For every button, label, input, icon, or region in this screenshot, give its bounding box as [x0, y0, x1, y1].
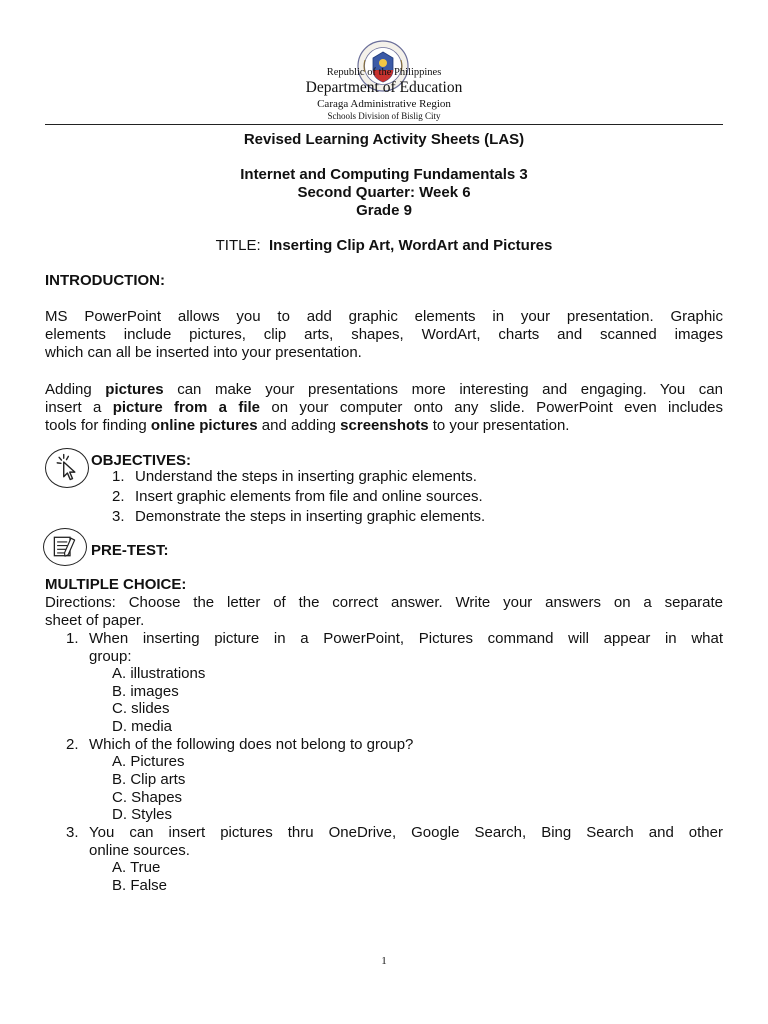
- intro-para2-line1: [45, 381, 723, 399]
- question-3: [66, 824, 723, 859]
- doc-grade: Grade 9: [356, 202, 412, 219]
- question-text-line2: online sources.: [89, 841, 190, 859]
- intro-para1-line1: MS PowerPoint allows you to add graphic elements in your presentation. Graphic: [45, 308, 723, 325]
- doc-heading: Revised Learning Activity Sheets (LAS): [243, 131, 525, 148]
- directions-line1: Directions: Choose the letter of the correct answer. Write your answers on a separate: [45, 594, 723, 611]
- intro-para2-line2: [45, 399, 723, 417]
- intro-text: Adding: [45, 381, 106, 398]
- objectives-heading: OBJECTIVES:: [91, 452, 192, 469]
- question-1-option-c: C. slides: [112, 700, 170, 717]
- question-2: [66, 736, 723, 754]
- list-item-text: Insert graphic elements from file and online sources.: [135, 488, 483, 505]
- question-2-option-c: C. Shapes: [112, 789, 183, 806]
- question-number: 3.: [66, 824, 79, 841]
- question-text-line1: When inserting picture in a PowerPoint, Pictures command will appear in what: [89, 630, 723, 647]
- question-number: 2.: [66, 736, 79, 753]
- question-number: 1.: [66, 630, 79, 647]
- page-number: 1: [381, 955, 387, 967]
- intro-bold-text: screenshots: [340, 417, 429, 434]
- objectives-list: [112, 467, 485, 527]
- question-1-option-d: D. media: [112, 718, 173, 735]
- doc-title-text: Inserting Clip Art, WordArt and Pictures: [269, 237, 553, 254]
- question-2-option-d: D. Styles: [112, 806, 173, 823]
- intro-text: on your computer onto any slide. PowerPoint even includes: [260, 399, 724, 416]
- question-3-option-a: A. True: [112, 859, 161, 876]
- header-department: Department of Education: [305, 79, 463, 96]
- intro-bold-text: pictures: [105, 381, 164, 398]
- list-item-number: 1.: [112, 468, 125, 485]
- header-division: Schools Division of Bislig City: [327, 111, 441, 121]
- question-text-line1: Which of the following does not belong to group?: [89, 736, 414, 753]
- doc-subject: Internet and Computing Fundamentals 3: [240, 166, 528, 183]
- question-1: [66, 630, 723, 665]
- pretest-heading: PRE-TEST:: [91, 542, 169, 559]
- question-1-option-b: B. images: [112, 683, 179, 700]
- header-region: Caraga Administrative Region: [317, 98, 451, 110]
- header-republic: Republic of the Philippines: [326, 67, 442, 78]
- question-text-line1: You can insert pictures thru OneDrive, Google Search, Bing Search and other: [89, 824, 723, 841]
- question-3-option-b: B. False: [112, 877, 168, 894]
- notepad-pencil-icon: [43, 528, 87, 566]
- question-1-option-a: A. illustrations: [112, 665, 206, 682]
- list-item: [112, 487, 485, 507]
- intro-bold-text: online pictures: [150, 417, 258, 434]
- intro-text: can make your presentations more interesting and engaging. You can: [163, 381, 723, 398]
- question-2-option-a: A. Pictures: [112, 753, 185, 770]
- introduction-heading: INTRODUCTION:: [45, 272, 165, 289]
- intro-para1-line2: elements include pictures, clip arts, shapes, WordArt, charts and scanned images: [45, 326, 723, 343]
- list-item-text: Demonstrate the steps in inserting graphic elements.: [135, 508, 486, 525]
- directions-line2: sheet of paper.: [45, 612, 145, 629]
- list-item-number: 3.: [112, 508, 125, 525]
- intro-text: tools for finding: [45, 417, 151, 434]
- list-item: [112, 467, 485, 487]
- intro-para1-line3: which can all be inserted into your presentation.: [45, 344, 362, 361]
- cursor-click-icon: [45, 448, 89, 488]
- question-2-option-b: B. Clip arts: [112, 771, 186, 788]
- list-item: [112, 507, 485, 527]
- intro-bold-text: picture from a file: [112, 399, 261, 416]
- multiple-choice-heading: MULTIPLE CHOICE:: [45, 576, 187, 593]
- list-item-text: Understand the steps in inserting graphic elements.: [135, 468, 477, 485]
- doc-title-label: TITLE:: [215, 237, 261, 254]
- question-text-line2: group:: [89, 647, 132, 665]
- doc-quarter: Second Quarter: Week 6: [297, 184, 471, 201]
- list-item-number: 2.: [112, 488, 125, 505]
- intro-text: and adding: [257, 417, 341, 434]
- header-divider: [45, 124, 723, 125]
- intro-para2-line3: [45, 417, 723, 435]
- intro-text: to your presentation.: [428, 417, 570, 434]
- doc-title: [0, 237, 768, 254]
- intro-text: insert a: [45, 399, 113, 416]
